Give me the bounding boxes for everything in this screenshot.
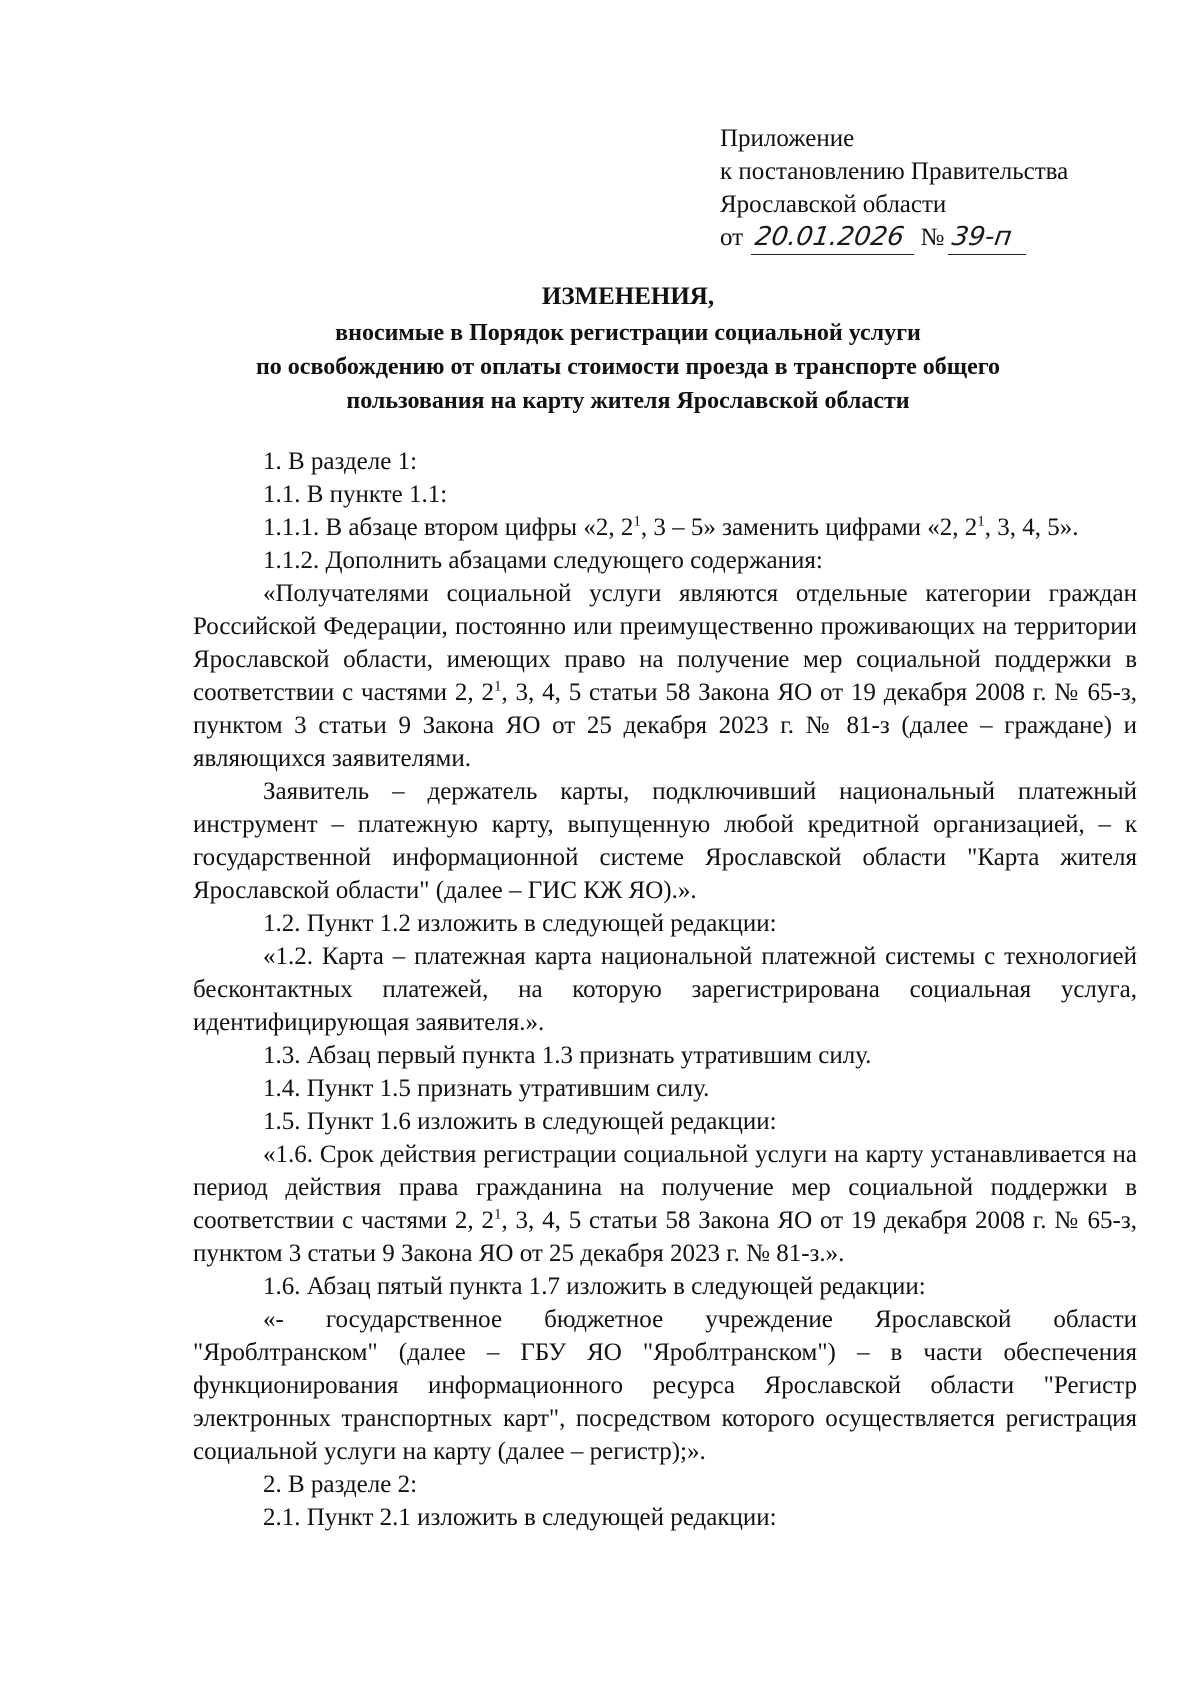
title-subtitle-line-2: по освобождению от оплаты стоимости проезда в транспорте общего — [255, 354, 1001, 380]
paragraph-2: 2. В разделе 2: — [263, 1471, 418, 1498]
date-prefix: от — [720, 224, 744, 251]
paragraph-1-1: 1.1. В пункте 1.1: — [263, 481, 448, 508]
paragraph-1-2: 1.2. Пункт 1.2 изложить в следующей редакции: — [263, 910, 777, 937]
title-subtitle-line-1: вносимые в Порядок регистрации социальной услуги — [335, 320, 921, 346]
paragraph-1-6: 1.6. Абзац пятый пункта 1.7 изложить в следующей редакции: — [263, 1273, 926, 1300]
paragraph-1-1-1: 1.1.1. В абзаце втором цифры «2, $2^1$, 3 – 5» заменить цифрами «2, $2^1$, 3, 4, 5». — [263, 513, 1079, 541]
paragraph-2-1: 2.1. Пункт 2.1 изложить в следующей редакции: — [263, 1504, 777, 1531]
paragraph-validity-period: «1.6. Срок действия регистрации социальной услуги на карту устанавливается на период действия права гражданина на получение мер социальной поддержки в соответствии с частями 2, $2^1$, 3, 4, 5 статьи 58 Закона ЯО от 19 декабря 2008 г. № 65-з, пунктом 3 статьи 9 Закона ЯО от 25 декабря 2023 г. № 81-з.». — [193, 1141, 1137, 1267]
number-prefix: № — [920, 224, 945, 251]
title-main: ИЗМЕНЕНИЯ, — [541, 283, 715, 310]
paragraph-institution: «- государственное бюджетное учреждение Ярославской области "Яроблтранском" (далее – ГБУ ЯО "Яроблтранском") – в части обеспечения функционирования информационного ресурса Ярославской области "Регистр электронных транспортных карт", посредством которого осуществляется регистрация социальной услуги на карту (далее – регистр);». — [193, 1306, 1137, 1465]
appendix-label: Приложение — [720, 125, 855, 152]
document-body — [193, 445, 1137, 1534]
paragraph-1: 1. В разделе 1: — [263, 448, 418, 475]
paragraph-1-5: 1.5. Пункт 1.6 изложить в следующей редакции: — [263, 1108, 777, 1135]
appendix-region-line: Ярославской области — [720, 191, 947, 218]
paragraph-1-1-2: 1.1.2. Дополнить абзацами следующего содержания: — [263, 547, 823, 574]
document-title — [190, 280, 1066, 418]
appendix-header — [720, 122, 1068, 255]
paragraph-recipients: «Получателями социальной услуги являются отдельные категории граждан Российской Федерации, постоянно или преимущественно проживающих на территории Ярославской области, имеющих право на получение мер социальной поддержки в соответствии с частями 2, $2^1$, 3, 4, 5 статьи 58 Закона ЯО от 19 декабря 2008 г. № 65-з, пунктом 3 статьи 9 Закона ЯО от 25 декабря 2023 г. № 81-з (далее – граждане) и являющихся заявителями. — [193, 580, 1137, 772]
title-subtitle-line-3: пользования на карту жителя Ярославской области — [346, 388, 910, 414]
handwritten-number: 39-п — [950, 222, 1014, 252]
date-field — [751, 221, 914, 255]
paragraph-applicant: Заявитель – держатель карты, подключивший национальный платежный инструмент – платежную карту, выпущенную любой кредитной организацией, – к государственной информационной системе Ярославской области "Карта жителя Ярославской области" (далее – ГИС КЖ ЯО).». — [193, 778, 1137, 904]
paragraph-card-definition: «1.2. Карта – платежная карта национальной платежной системы с технологией бесконтактных платежей, на которую зарегистрирована социальная услуга, идентифицирующая заявителя.». — [193, 943, 1137, 1036]
handwritten-date: 20.01.2026 — [753, 222, 907, 252]
appendix-date-number-line — [720, 221, 1068, 255]
paragraph-1-4: 1.4. Пункт 1.5 признать утратившим силу. — [263, 1075, 710, 1102]
number-field — [948, 221, 1025, 255]
paragraph-1-3: 1.3. Абзац первый пункта 1.3 признать утратившим силу. — [263, 1042, 872, 1069]
appendix-resolution-line: к постановлению Правительства — [720, 158, 1069, 185]
